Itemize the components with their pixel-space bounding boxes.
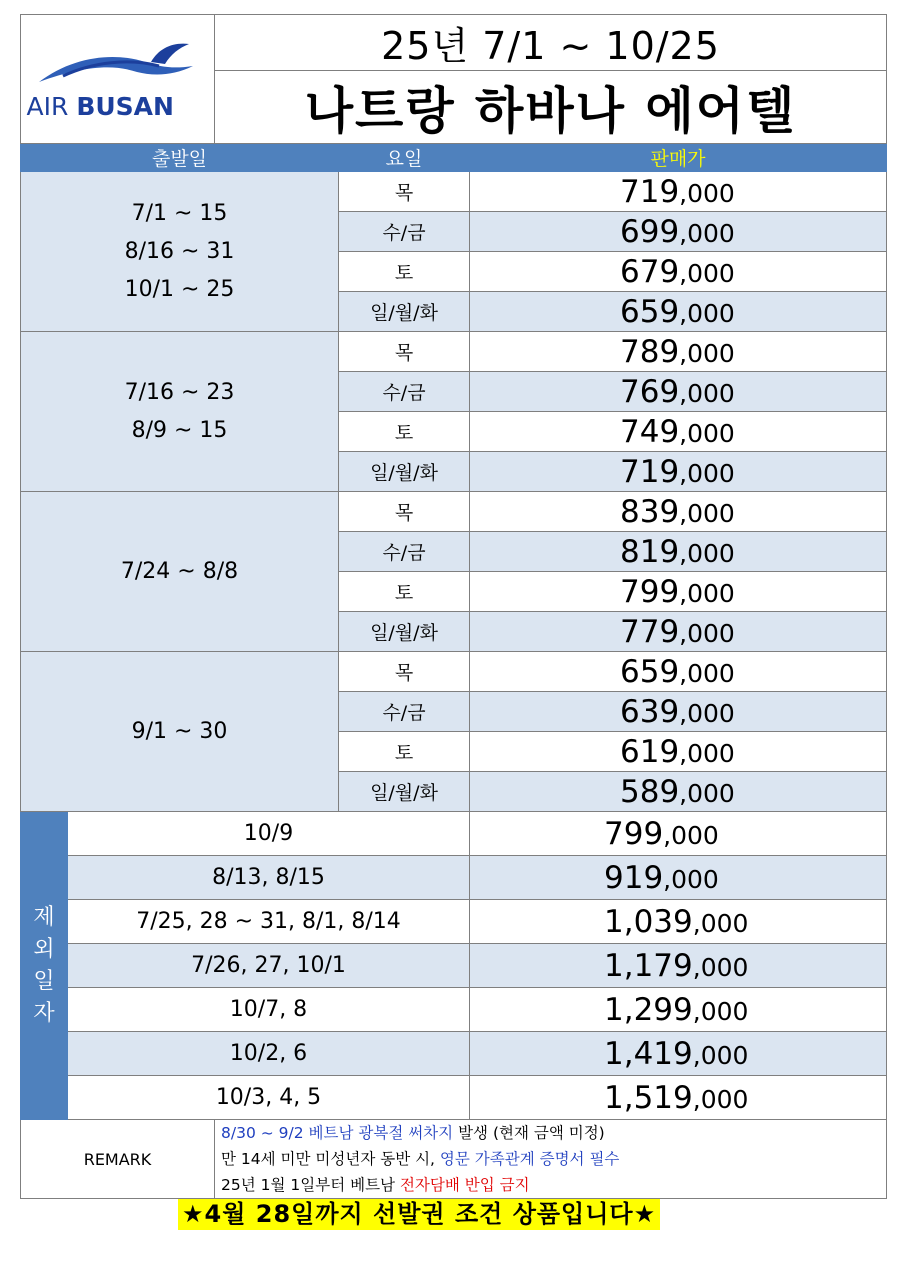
- price-unit: ,000: [679, 738, 735, 768]
- price-thousands: 679: [620, 253, 680, 290]
- price-unit: ,000: [679, 378, 735, 408]
- price-thousands: 699: [620, 213, 680, 250]
- weekday-cell: 일/월/화: [339, 452, 470, 492]
- price-unit: ,000: [679, 458, 735, 488]
- price-thousands: 799: [604, 815, 664, 852]
- price-row: [21, 652, 887, 692]
- price-thousands: 799: [620, 573, 680, 610]
- logo-brand: BUSAN: [76, 92, 174, 121]
- period-title: 25년 7/1 ~ 10/25: [215, 15, 887, 71]
- excluded-dates: 10/3, 4, 5: [68, 1076, 470, 1120]
- price-cell: [470, 372, 887, 412]
- excluded-dates: 8/13, 8/15: [68, 856, 470, 900]
- price-cell: [470, 572, 887, 612]
- weekday-cell: 수/금: [339, 532, 470, 572]
- weekday-cell: 일/월/화: [339, 612, 470, 652]
- excluded-row: [21, 1076, 887, 1120]
- price-cell: [470, 172, 887, 212]
- col-weekday: 요일: [339, 144, 470, 172]
- ecig-ban: 전자담배 반입 금지: [399, 1176, 530, 1194]
- price-thousands: 589: [620, 773, 680, 810]
- price-thousands: 779: [620, 613, 680, 650]
- remark-line: [221, 1120, 886, 1146]
- price-unit: ,000: [679, 218, 735, 248]
- price-unit: ,000: [679, 258, 735, 288]
- price-unit: ,000: [679, 538, 735, 568]
- weekday-cell: 토: [339, 572, 470, 612]
- price-sheet: [20, 14, 886, 1199]
- price-thousands: 919: [604, 859, 664, 896]
- excluded-label-char: 제: [33, 904, 55, 930]
- weekday-cell: 목: [339, 332, 470, 372]
- weekday-cell: 목: [339, 492, 470, 532]
- departure-dates: [21, 172, 339, 332]
- price-unit: ,000: [679, 498, 735, 528]
- date-range: 8/16 ~ 31: [124, 238, 235, 264]
- remark-line: [221, 1172, 886, 1198]
- excluded-row: [21, 856, 887, 900]
- remark-line: [221, 1146, 886, 1172]
- price-cell: [470, 812, 887, 856]
- remark-notes: [215, 1120, 887, 1199]
- excluded-label-char: 일: [33, 968, 55, 994]
- surcharge-detail: 발생 (현재 금액 미정): [453, 1124, 605, 1142]
- price-thousands: 749: [620, 413, 680, 450]
- price-cell: [470, 212, 887, 252]
- price-unit: ,000: [679, 698, 735, 728]
- excluded-label: [21, 812, 68, 1120]
- ecig-note: 25년 1월 1일부터 베트남: [221, 1176, 400, 1194]
- date-range: 7/16 ~ 23: [124, 379, 235, 405]
- price-cell: [470, 452, 887, 492]
- price-thousands: 1,419: [604, 1035, 693, 1072]
- price-thousands: 719: [620, 453, 680, 490]
- excluded-label-char: 외: [33, 936, 55, 962]
- surcharge-note: 8/30 ~ 9/2 베트남 광복절 써차지: [221, 1124, 454, 1142]
- price-unit: ,000: [692, 996, 749, 1026]
- price-table: [20, 14, 887, 1199]
- price-unit: ,000: [679, 298, 735, 328]
- bird-icon: [33, 36, 203, 92]
- logo-text: [27, 92, 174, 121]
- weekday-cell: 토: [339, 412, 470, 452]
- price-cell: [470, 332, 887, 372]
- date-range: 7/24 ~ 8/8: [120, 558, 239, 584]
- price-thousands: 639: [620, 693, 680, 730]
- col-departure: 출발일: [21, 144, 339, 172]
- excluded-row: [21, 944, 887, 988]
- excluded-label-char: 자: [33, 1000, 55, 1026]
- remark-label: REMARK: [21, 1120, 215, 1199]
- price-cell: [470, 292, 887, 332]
- weekday-cell: 목: [339, 172, 470, 212]
- price-cell: [470, 412, 887, 452]
- price-thousands: 839: [620, 493, 680, 530]
- price-thousands: 659: [620, 293, 680, 330]
- excluded-dates: 10/7, 8: [68, 988, 470, 1032]
- price-unit: ,000: [679, 178, 735, 208]
- price-thousands: 769: [620, 373, 680, 410]
- price-unit: ,000: [679, 578, 735, 608]
- weekday-cell: 일/월/화: [339, 772, 470, 812]
- price-cell: [470, 900, 887, 944]
- price-cell: [470, 652, 887, 692]
- weekday-cell: 수/금: [339, 212, 470, 252]
- excluded-row: [21, 988, 887, 1032]
- price-row: [21, 332, 887, 372]
- price-cell: [470, 856, 887, 900]
- date-range: 8/9 ~ 15: [131, 417, 228, 443]
- price-thousands: 719: [620, 173, 680, 210]
- price-unit: ,000: [692, 1084, 749, 1114]
- family-cert-note: 영문 가족관계 증명서 필수: [439, 1150, 620, 1168]
- minor-note: 만 14세 미만 미성년자 동반 시,: [221, 1150, 440, 1168]
- price-unit: ,000: [679, 778, 735, 808]
- price-unit: ,000: [663, 820, 719, 850]
- price-unit: ,000: [679, 418, 735, 448]
- price-cell: [470, 944, 887, 988]
- departure-dates: [21, 492, 339, 652]
- price-row: [21, 492, 887, 532]
- remark-row: [21, 1120, 887, 1199]
- price-thousands: 1,519: [604, 1079, 693, 1116]
- price-unit: ,000: [692, 908, 749, 938]
- excluded-row: [21, 1032, 887, 1076]
- price-cell: [470, 692, 887, 732]
- price-cell: [470, 988, 887, 1032]
- price-cell: [470, 252, 887, 292]
- price-cell: [470, 732, 887, 772]
- date-range: 9/1 ~ 30: [131, 718, 228, 744]
- excluded-dates: 10/9: [68, 812, 470, 856]
- price-thousands: 819: [620, 533, 680, 570]
- footer-notice: ★4월 28일까지 선발권 조건 상품입니다★: [178, 1199, 660, 1230]
- weekday-cell: 토: [339, 252, 470, 292]
- departure-dates: [21, 652, 339, 812]
- excluded-dates: 10/2, 6: [68, 1032, 470, 1076]
- price-cell: [470, 532, 887, 572]
- price-unit: ,000: [679, 338, 735, 368]
- price-cell: [470, 492, 887, 532]
- price-thousands: 789: [620, 333, 680, 370]
- price-cell: [470, 1076, 887, 1120]
- price-unit: ,000: [663, 864, 719, 894]
- price-unit: ,000: [692, 952, 749, 982]
- excluded-dates: 7/25, 28 ~ 31, 8/1, 8/14: [68, 900, 470, 944]
- weekday-cell: 목: [339, 652, 470, 692]
- excluded-dates: 7/26, 27, 10/1: [68, 944, 470, 988]
- price-unit: ,000: [679, 618, 735, 648]
- weekday-cell: 토: [339, 732, 470, 772]
- price-thousands: 1,299: [604, 991, 693, 1028]
- weekday-cell: 일/월/화: [339, 292, 470, 332]
- price-cell: [470, 1032, 887, 1076]
- product-title: 나트랑 하바나 에어텔: [215, 71, 887, 144]
- price-unit: ,000: [679, 658, 735, 688]
- excluded-row: [21, 812, 887, 856]
- air-busan-logo: [21, 15, 215, 144]
- departure-dates: [21, 332, 339, 492]
- weekday-cell: 수/금: [339, 372, 470, 412]
- weekday-cell: 수/금: [339, 692, 470, 732]
- col-price: 판매가: [470, 144, 887, 172]
- price-thousands: 1,179: [604, 947, 693, 984]
- price-cell: [470, 772, 887, 812]
- price-thousands: 659: [620, 653, 680, 690]
- price-thousands: 1,039: [604, 903, 693, 940]
- price-unit: ,000: [692, 1040, 749, 1070]
- excluded-row: [21, 900, 887, 944]
- price-thousands: 619: [620, 733, 680, 770]
- price-cell: [470, 612, 887, 652]
- date-range: 7/1 ~ 15: [131, 200, 228, 226]
- price-row: [21, 172, 887, 212]
- logo-prefix: AIR: [26, 92, 69, 121]
- date-range: 10/1 ~ 25: [124, 276, 235, 302]
